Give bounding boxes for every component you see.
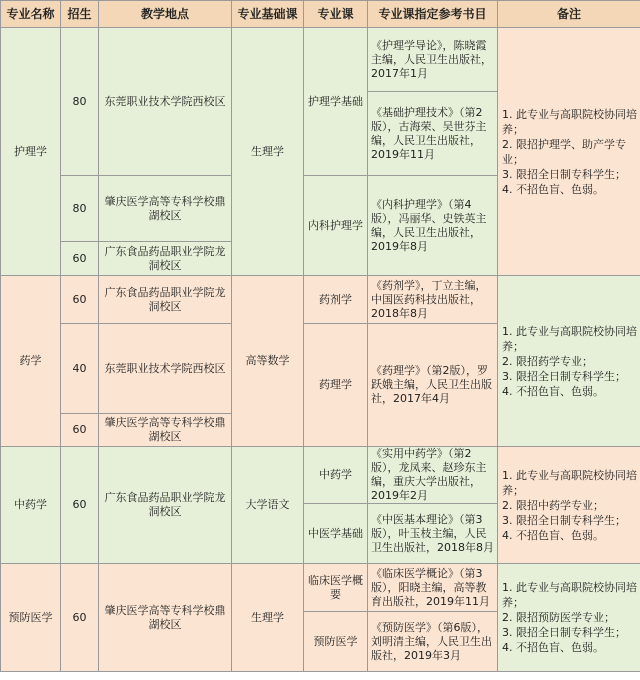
remark-line: 1. 此专业与高职院校协同培养；: [502, 581, 637, 609]
remark-line: 1. 此专业与高职院校协同培养；: [502, 107, 637, 136]
location-cell: 肇庆医学高等专科学校鼎湖校区: [99, 414, 232, 447]
reference-cell: 《预防医学》（第6版），刘明清主编，人民卫生出版社，2019年3月: [368, 612, 498, 672]
enroll-cell: 80: [61, 28, 99, 176]
reference-cell: 《实用中药学》（第2版），龙凤来、赵珍东主编，重庆大学出版社，2019年2月: [368, 447, 498, 504]
remark-line: 2. 限招中药学专业；: [502, 498, 604, 512]
header-row: [1, 1, 640, 28]
enroll-cell: 60: [61, 276, 99, 324]
basic-course-cell: 生理学: [232, 28, 304, 276]
remark-line: 3. 限招全日制专科学生；: [502, 167, 626, 181]
remark-line: 3. 限招全日制专科学生；: [502, 513, 626, 527]
enroll-cell: 60: [61, 564, 99, 672]
remarks-cell: [498, 447, 640, 564]
table-row: [1, 564, 640, 612]
course-cell: 临床医学概要: [304, 564, 368, 612]
table-row: [1, 276, 640, 324]
reference-cell: 《护理学导论》，陈晓霞主编，人民卫生出版社，2017年1月: [368, 28, 498, 92]
course-cell: 中医学基础: [304, 504, 368, 564]
location-cell: 广东食品药品职业学院龙洞校区: [99, 447, 232, 564]
header-major: 专业名称: [1, 1, 61, 28]
remarks-cell: [498, 28, 640, 276]
reference-cell: 《中医基本理论》（第3版），叶玉枝主编，人民卫生出版社，2018年8月: [368, 504, 498, 564]
basic-course-cell: 生理学: [232, 564, 304, 672]
remark-line: 1. 此专业与高职院校协同培养；: [502, 324, 637, 353]
reference-cell: 《药理学》（第2版），罗跃娥主编，人民卫生出版社，2017年4月: [368, 324, 498, 447]
course-cell: 中药学: [304, 447, 368, 504]
location-cell: 肇庆医学高等专科学校鼎湖校区: [99, 564, 232, 672]
remark-line: 2. 限招药学专业；: [502, 354, 593, 368]
remark-line: 2. 限招护理学、助产学专业；: [502, 137, 626, 166]
table-row: [1, 447, 640, 504]
reference-cell: 《基础护理技术》（第2版），古海荣、吴世芬主编，人民卫生出版社，2019年11月: [368, 92, 498, 176]
location-cell: 广东食品药品职业学院龙洞校区: [99, 242, 232, 276]
enroll-cell: 40: [61, 324, 99, 414]
location-cell: 东莞职业技术学院西校区: [99, 324, 232, 414]
remarks-cell: [498, 564, 640, 672]
remark-line: 4. 不招色盲、色弱。: [502, 384, 604, 398]
enroll-cell: 60: [61, 414, 99, 447]
table-row: [1, 28, 640, 92]
reference-cell: 《临床医学概论》（第3版），阳晓主编，高等教育出版社，2019年11月: [368, 564, 498, 612]
major-cell: 药学: [1, 276, 61, 447]
reference-cell: 《内科护理学》（第4版），冯丽华、史铁英主编，人民卫生出版社，2019年8月: [368, 176, 498, 276]
major-cell: 中药学: [1, 447, 61, 564]
remark-line: 4. 不招色盲、色弱。: [502, 528, 604, 542]
header-location: 教学地点: [99, 1, 232, 28]
course-cell: 护理学基础: [304, 28, 368, 176]
remark-line: 4. 不招色盲、色弱。: [502, 641, 604, 654]
header-basic-course: 专业基础课: [232, 1, 304, 28]
course-cell: 预防医学: [304, 612, 368, 672]
header-course: 专业课: [304, 1, 368, 28]
major-cell: 预防医学: [1, 564, 61, 672]
remark-line: 3. 限招全日制专科学生；: [502, 626, 626, 639]
remark-line: 2. 限招预防医学专业；: [502, 611, 615, 624]
course-cell: 药剂学: [304, 276, 368, 324]
header-remarks: 备注: [498, 1, 640, 28]
enroll-cell: 80: [61, 176, 99, 242]
remarks-cell: [498, 276, 640, 447]
basic-course-cell: 高等数学: [232, 276, 304, 447]
reference-cell: 《药剂学》，丁立主编，中国医药科技出版社，2018年8月: [368, 276, 498, 324]
remark-line: 4. 不招色盲、色弱。: [502, 182, 604, 196]
header-reference: 专业课指定参考书目: [368, 1, 498, 28]
major-cell: 护理学: [1, 28, 61, 276]
remark-line: 1. 此专业与高职院校协同培养；: [502, 468, 637, 497]
location-cell: 东莞职业技术学院西校区: [99, 28, 232, 176]
enroll-cell: 60: [61, 242, 99, 276]
basic-course-cell: 大学语文: [232, 447, 304, 564]
location-cell: 肇庆医学高等专科学校鼎湖校区: [99, 176, 232, 242]
location-cell: 广东食品药品职业学院龙洞校区: [99, 276, 232, 324]
course-cell: 药理学: [304, 324, 368, 447]
remark-line: 3. 限招全日制专科学生；: [502, 369, 626, 383]
enroll-cell: 60: [61, 447, 99, 564]
header-enroll: 招生: [61, 1, 99, 28]
course-cell: 内科护理学: [304, 176, 368, 276]
